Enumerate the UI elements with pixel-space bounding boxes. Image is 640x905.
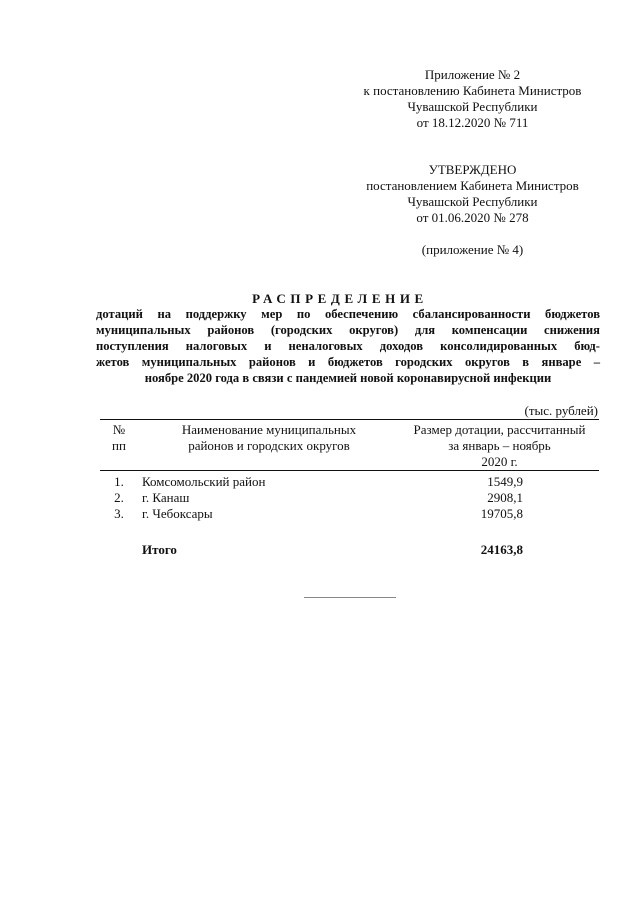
subtitle-line: дотаций на поддержку мер по обеспечению сбалансированности бюджетов (96, 307, 600, 321)
distribution-table (100, 419, 599, 558)
row-name: г. Чебоксары (142, 506, 213, 521)
appendix-reference (390, 242, 555, 258)
row-name: г. Канаш (142, 490, 190, 505)
approved-date: от 01.06.2020 № 278 (416, 210, 529, 225)
spacer-cell (138, 522, 400, 542)
footer-divider (304, 597, 396, 598)
header-name-line: Наименование муниципальных (181, 422, 357, 437)
units-label: (тыс. рублей) (524, 403, 598, 418)
subtitle-line: ноябре 2020 года в связи с пандемией новой коронавирусной инфекции (144, 371, 552, 385)
approval-stamp (340, 162, 605, 226)
header-number-line: № (112, 422, 126, 437)
header-amount-line: за январь – ноябрь (448, 438, 551, 453)
row-amount: 19705,8 (480, 506, 523, 521)
total-amount: 24163,8 (480, 542, 523, 557)
table-row (100, 506, 599, 522)
subtitle-line: муниципальных районов (городских округов) для компенсации снижения (96, 323, 600, 337)
spacer-cell (400, 522, 599, 542)
appendix-republic: Чувашской Республики (407, 99, 538, 114)
subtitle-line: поступления налоговых и неналоговых доходов консолидированных бюд- (96, 339, 600, 353)
total-number-cell (100, 542, 138, 558)
approved-resolution: постановлением Кабинета Министров (366, 178, 579, 193)
appendix-number: Приложение № 2 (424, 67, 521, 82)
table-row (100, 490, 599, 506)
total-label: Итого (142, 542, 177, 557)
document-title-text: РАСПРЕДЕЛЕНИЕ (252, 291, 428, 306)
table-header-row (100, 420, 599, 471)
row-number: 2. (114, 490, 124, 505)
appendix-header (340, 67, 605, 131)
header-name-line: районов и городских округов (188, 438, 350, 453)
approved-republic: Чувашской Республики (407, 194, 538, 209)
header-name (138, 420, 400, 471)
table-row (100, 471, 599, 491)
header-amount (400, 420, 599, 471)
appendix-date: от 18.12.2020 № 711 (416, 115, 529, 130)
row-amount: 1549,9 (487, 474, 523, 489)
row-amount: 2908,1 (487, 490, 523, 505)
document-subtitle (96, 306, 600, 386)
header-number-line: пп (112, 438, 126, 453)
approved-label: УТВЕРЖДЕНО (428, 162, 517, 177)
appendix-resolution: к постановлению Кабинета Министров (363, 83, 582, 98)
document-title (80, 291, 600, 307)
appendix-reference-text: (приложение № 4) (421, 242, 524, 257)
row-name: Комсомольский район (142, 474, 266, 489)
header-amount-line: Размер дотации, рассчитанный (413, 422, 586, 437)
table-total-row (100, 542, 599, 558)
table-spacer-row (100, 522, 599, 542)
subtitle-line: жетов муниципальных районов и бюджетов городских округов в январе – (96, 355, 600, 369)
header-amount-line: 2020 г. (481, 454, 518, 469)
row-number: 1. (114, 474, 124, 489)
header-number (100, 420, 138, 471)
spacer-cell (100, 522, 138, 542)
row-number: 3. (114, 506, 124, 521)
